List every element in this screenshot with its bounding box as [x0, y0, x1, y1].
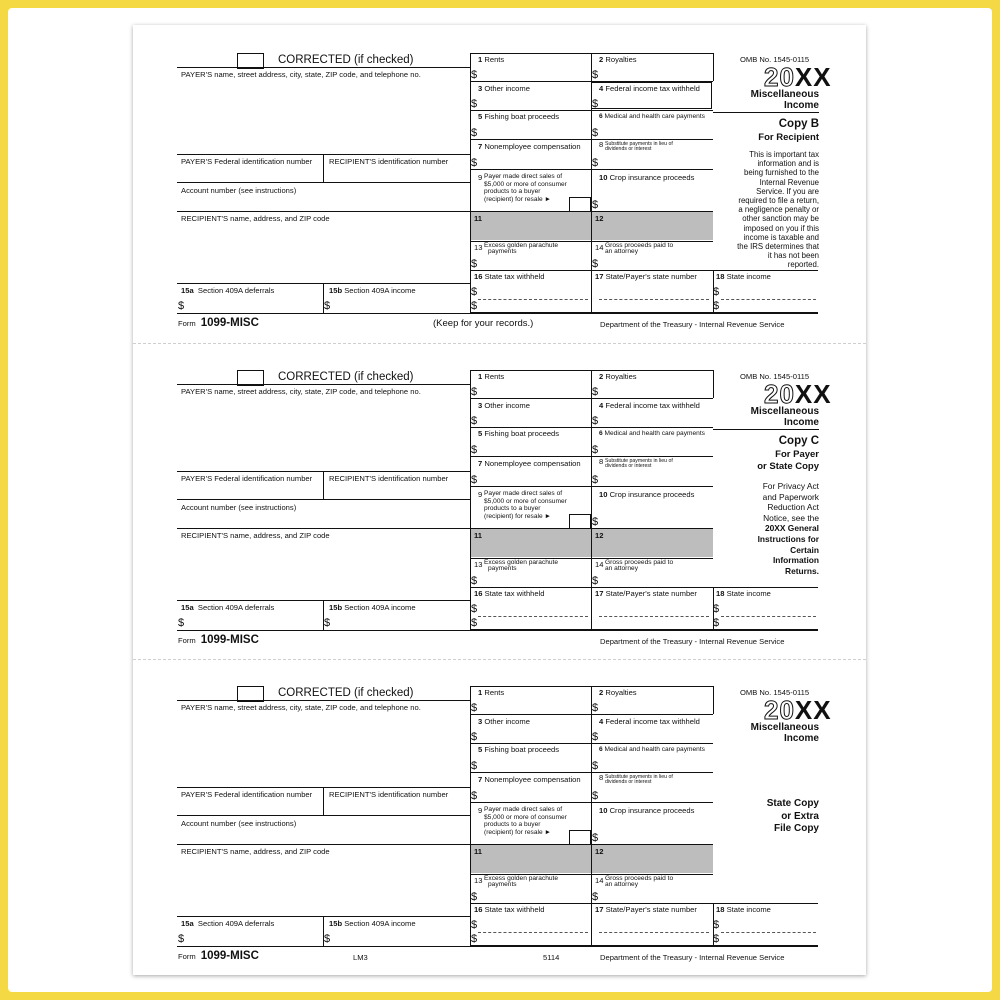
- box18-label: 18 State income: [716, 272, 771, 281]
- box7-label: 7 Nonemployee compensation: [478, 775, 581, 784]
- box1-label: 1 Rents: [478, 688, 505, 697]
- box18-dollar-2: $: [713, 617, 720, 629]
- box3-dollar: $: [471, 415, 478, 427]
- box8-number: 8: [599, 773, 604, 782]
- box14-dollar: $: [592, 891, 599, 903]
- box16-dollar-2: $: [471, 617, 478, 629]
- form-title-1: Miscellaneous: [750, 406, 819, 417]
- box17-label: 17 State/Payer's state number: [595, 905, 697, 914]
- box15b-dollar: $: [324, 933, 331, 945]
- box6-label: 6 Medical and health care payments: [599, 746, 705, 753]
- box4-label: 4 Federal income tax withheld: [599, 84, 700, 93]
- box7-dollar: $: [471, 474, 478, 486]
- box9-label-1: Payer made direct sales of: [484, 490, 563, 497]
- omb-number: OMB No. 1545-0115: [740, 55, 810, 64]
- copy-title: Copy B: [778, 118, 819, 130]
- box15b-dollar: $: [324, 300, 331, 312]
- box18-dollar-1: $: [713, 603, 720, 615]
- box13-label-1: Excess golden parachute: [484, 242, 559, 249]
- box3-label: 3 Other income: [478, 401, 530, 410]
- box9-number: 9: [478, 173, 483, 182]
- box8-label-1: Substitute payments in lieu of: [605, 141, 673, 147]
- box1-dollar: $: [471, 69, 478, 81]
- box4-dollar: $: [592, 415, 599, 427]
- box9-label-3: products to a buyer: [484, 505, 541, 513]
- irs-department: Department of the Treasury - Internal Revenue Service: [600, 953, 785, 962]
- box12-label: 12: [595, 531, 604, 540]
- form-copy-c: [133, 342, 866, 658]
- box14-dollar: $: [592, 575, 599, 587]
- box7-label: 7 Nonemployee compensation: [478, 459, 581, 468]
- box14-label-2: an attorney: [605, 248, 638, 255]
- box14-label-2: an attorney: [605, 565, 638, 572]
- box15b-label: 15b Section 409A income: [329, 286, 416, 295]
- recipient-tin-label: RECIPIENT'S identification number: [329, 474, 449, 483]
- box1-label: 1 Rents: [478, 55, 505, 64]
- copy-subtitle-2: or State Copy: [757, 461, 819, 472]
- box12-label: 12: [595, 214, 604, 223]
- payer-tin-label: PAYER'S Federal identification number: [181, 790, 313, 799]
- box13-label-2: payments: [488, 248, 517, 255]
- form-number: Form 1099-MISC: [178, 317, 259, 329]
- box18-dollar-1: $: [713, 919, 720, 931]
- box9-label-3: products to a buyer: [484, 188, 541, 196]
- box7-dollar: $: [471, 790, 478, 802]
- box18-label: 18 State income: [716, 589, 771, 598]
- box18-dollar-2: $: [713, 300, 720, 312]
- stock-code: LM3: [353, 953, 368, 962]
- payer-tin-label: PAYER'S Federal identification number: [181, 157, 313, 166]
- box11-label: 11: [474, 531, 483, 540]
- form-title-1: Miscellaneous: [750, 722, 819, 733]
- box6-dollar: $: [592, 127, 599, 139]
- irs-department: Department of the Treasury - Internal Revenue Service: [600, 320, 785, 329]
- box8-number: 8: [599, 140, 604, 149]
- box9-label-2: $5,000 or more of consumer: [484, 497, 567, 505]
- tax-year: 20XX: [764, 695, 832, 725]
- form-number: Form 1099-MISC: [178, 634, 259, 646]
- recipient-tin-label: RECIPIENT'S identification number: [329, 157, 449, 166]
- box1-dollar: $: [471, 386, 478, 398]
- form-title-2: Income: [783, 417, 819, 428]
- box16-dollar-1: $: [471, 286, 478, 298]
- box18-label: 18 State income: [716, 905, 771, 914]
- box6-label: 6 Medical and health care payments: [599, 430, 705, 437]
- box2-label: 2 Royalties: [599, 372, 637, 381]
- box15a-label: 15a Section 409A deferrals: [181, 919, 275, 928]
- irs-department: Department of the Treasury - Internal Revenue Service: [600, 637, 785, 646]
- box3-label: 3 Other income: [478, 84, 530, 93]
- box3-label: 3 Other income: [478, 717, 530, 726]
- box10-dollar: $: [592, 516, 599, 528]
- box8-label-2: dividends or interest: [605, 463, 652, 469]
- privacy-notice: For Privacy Act and Paperwork Reduction Act Notice, see the 20XX General Instructions for Certain Information Returns.: [757, 481, 819, 576]
- box18-dollar-1: $: [713, 286, 720, 298]
- account-label: Account number (see instructions): [181, 186, 297, 195]
- box16-label: 16 State tax withheld: [474, 589, 545, 598]
- copy-title: Copy C: [778, 435, 819, 447]
- box4-label: 4 Federal income tax withheld: [599, 717, 700, 726]
- form-title-1: Miscellaneous: [750, 89, 819, 100]
- box15b-label: 15b Section 409A income: [329, 603, 416, 612]
- copy-subtitle: For Recipient: [758, 132, 819, 143]
- box14-number: 14: [595, 876, 604, 885]
- box15b-label: 15b Section 409A income: [329, 919, 416, 928]
- box2-label: 2 Royalties: [599, 688, 637, 697]
- box8-dollar: $: [592, 790, 599, 802]
- corrected-label: CORRECTED (if checked): [278, 371, 414, 383]
- box9-number: 9: [478, 490, 483, 499]
- account-label: Account number (see instructions): [181, 819, 297, 828]
- box8-dollar: $: [592, 157, 599, 169]
- recipient-name-label: RECIPIENT'S name, address, and ZIP code: [181, 531, 330, 540]
- recipient-name-label: RECIPIENT'S name, address, and ZIP code: [181, 214, 330, 223]
- form-number: Form 1099-MISC: [178, 950, 259, 962]
- box18-dollar-2: $: [713, 933, 720, 945]
- box16-dollar-2: $: [471, 933, 478, 945]
- box15a-dollar: $: [178, 300, 185, 312]
- box10-dollar: $: [592, 832, 599, 844]
- box9-label-2: $5,000 or more of consumer: [484, 813, 567, 821]
- recipient-name-label: RECIPIENT'S name, address, and ZIP code: [181, 847, 330, 856]
- box8-label-1: Substitute payments in lieu of: [605, 774, 673, 780]
- box2-dollar: $: [592, 386, 599, 398]
- box1-label: 1 Rents: [478, 372, 505, 381]
- box9-label-1: Payer made direct sales of: [484, 173, 563, 180]
- box15a-dollar: $: [178, 617, 185, 629]
- box5-dollar: $: [471, 760, 478, 772]
- box15b-dollar: $: [324, 617, 331, 629]
- box13-number: 13: [474, 560, 483, 569]
- box14-number: 14: [595, 560, 604, 569]
- omb-number: OMB No. 1545-0115: [740, 688, 810, 697]
- box5-dollar: $: [471, 127, 478, 139]
- box13-label-2: payments: [488, 881, 517, 888]
- box16-dollar-2: $: [471, 300, 478, 312]
- box6-label: 6 Medical and health care payments: [599, 113, 705, 120]
- payer-name-label: PAYER'S name, street address, city, state, ZIP code, and telephone no.: [181, 70, 421, 79]
- box4-label: 4 Federal income tax withheld: [599, 401, 700, 410]
- payer-name-label: PAYER'S name, street address, city, state, ZIP code, and telephone no.: [181, 387, 421, 396]
- box14-number: 14: [595, 243, 604, 252]
- box14-label-1: Gross proceeds paid to: [605, 242, 674, 249]
- box17-label: 17 State/Payer's state number: [595, 589, 697, 598]
- box7-dollar: $: [471, 157, 478, 169]
- corrected-label: CORRECTED (if checked): [278, 54, 414, 66]
- payer-tin-label: PAYER'S Federal identification number: [181, 474, 313, 483]
- box14-label-1: Gross proceeds paid to: [605, 559, 674, 566]
- box5-label: 5 Fishing boat proceeds: [478, 745, 560, 754]
- form-copy-state: [133, 658, 866, 974]
- box15a-dollar: $: [178, 933, 185, 945]
- box9-label-4: (recipient) for resale ►: [484, 512, 552, 520]
- box13-number: 13: [474, 876, 483, 885]
- box3-dollar: $: [471, 731, 478, 743]
- box8-number: 8: [599, 457, 604, 466]
- box9-label-1: Payer made direct sales of: [484, 806, 563, 813]
- box5-label: 5 Fishing boat proceeds: [478, 429, 560, 438]
- box8-label-2: dividends or interest: [605, 146, 652, 152]
- box7-label: 7 Nonemployee compensation: [478, 142, 581, 151]
- box10-dollar: $: [592, 199, 599, 211]
- recipient-tin-label: RECIPIENT'S identification number: [329, 790, 449, 799]
- box3-dollar: $: [471, 98, 478, 110]
- box8-label-2: dividends or interest: [605, 779, 652, 785]
- box16-label: 16 State tax withheld: [474, 905, 545, 914]
- box13-label-1: Excess golden parachute: [484, 559, 559, 566]
- tax-year: 20XX: [764, 379, 832, 409]
- box9-label-2: $5,000 or more of consumer: [484, 180, 567, 188]
- payer-name-label: PAYER'S name, street address, city, state, ZIP code, and telephone no.: [181, 703, 421, 712]
- box9-label-4: (recipient) for resale ►: [484, 828, 552, 836]
- copy-subtitle-1: For Payer: [775, 449, 819, 460]
- box12-label: 12: [595, 847, 604, 856]
- box1-dollar: $: [471, 702, 478, 714]
- box10-label: 10 Crop insurance proceeds: [599, 173, 695, 182]
- box13-number: 13: [474, 243, 483, 252]
- box17-label: 17 State/Payer's state number: [595, 272, 697, 281]
- box5-dollar: $: [471, 444, 478, 456]
- box6-dollar: $: [592, 760, 599, 772]
- box11-label: 11: [474, 847, 483, 856]
- box16-dollar-1: $: [471, 603, 478, 615]
- box14-dollar: $: [592, 258, 599, 270]
- box13-dollar: $: [471, 258, 478, 270]
- box9-label-4: (recipient) for resale ►: [484, 195, 552, 203]
- box10-label: 10 Crop insurance proceeds: [599, 490, 695, 499]
- box13-label-1: Excess golden parachute: [484, 875, 559, 882]
- box11-label: 11: [474, 214, 483, 223]
- form-title-2: Income: [783, 733, 819, 744]
- recipient-notice: This is important tax information and is being furnished to the Internal Revenue Service. If you are required to file a return, a negligence penalty or other sanction may be imposed on you if this income is taxable and the IRS determines that it has not been reported.: [737, 150, 819, 270]
- box2-label: 2 Royalties: [599, 55, 637, 64]
- box10-label: 10 Crop insurance proceeds: [599, 806, 695, 815]
- box13-dollar: $: [471, 575, 478, 587]
- box13-label-2: payments: [488, 565, 517, 572]
- box15a-label: 15a Section 409A deferrals: [181, 286, 275, 295]
- corrected-label: CORRECTED (if checked): [278, 687, 414, 699]
- omb-number: OMB No. 1545-0115: [740, 372, 810, 381]
- box9-label-3: products to a buyer: [484, 821, 541, 829]
- box13-dollar: $: [471, 891, 478, 903]
- state-copy-title: State Copy or Extra File Copy: [766, 798, 819, 834]
- box2-dollar: $: [592, 702, 599, 714]
- box8-label-1: Substitute payments in lieu of: [605, 458, 673, 464]
- form-copy-b: [133, 25, 866, 341]
- box8-dollar: $: [592, 474, 599, 486]
- box14-label-2: an attorney: [605, 881, 638, 888]
- box9-number: 9: [478, 806, 483, 815]
- box5-label: 5 Fishing boat proceeds: [478, 112, 560, 121]
- box16-dollar-1: $: [471, 919, 478, 931]
- tax-year: 20XX: [764, 62, 832, 92]
- box16-label: 16 State tax withheld: [474, 272, 545, 281]
- box14-label-1: Gross proceeds paid to: [605, 875, 674, 882]
- box15a-label: 15a Section 409A deferrals: [181, 603, 275, 612]
- product-code: 5114: [543, 953, 560, 962]
- box4-dollar: $: [592, 731, 599, 743]
- form-title-2: Income: [783, 100, 819, 111]
- keep-note: (Keep for your records.): [433, 318, 534, 329]
- box6-dollar: $: [592, 444, 599, 456]
- account-label: Account number (see instructions): [181, 503, 297, 512]
- form-sheet: [133, 25, 866, 975]
- box2-dollar: $: [592, 69, 599, 81]
- box4-dollar: $: [592, 98, 599, 110]
